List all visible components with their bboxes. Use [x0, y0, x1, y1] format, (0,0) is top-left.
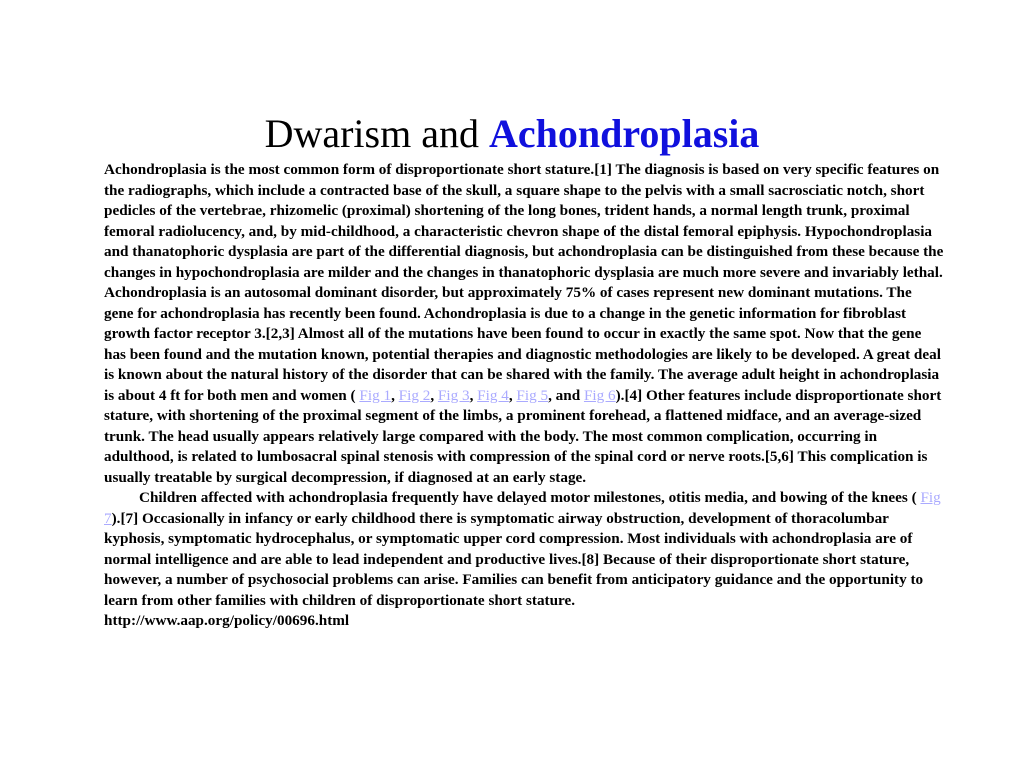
- title-plain: Dwarism and: [264, 111, 489, 156]
- fig-1-link[interactable]: Fig 1: [359, 386, 392, 404]
- paragraph-1-text: Achondroplasia is the most common form of disproportionate short stature.[1] The diagnosis is based on very specific features on the radiographs, which include a contracted base of the skull, a square shape to the pelvis with a small sacrosciatic notch, short pedicles of the vertebrae, rhizomelic (proximal) shortening of the long bones, trident hands, a normal length trunk, proximal femoral radiolucency, and, by mid-childhood, a characteristic chevron shape of the distal femoral epiphysis. Hypochondroplasia and thanatophoric dysplasia are part of the differential diagnosis, but achondroplasia can be distinguished from these because the changes in hypochondroplasia are milder and the changes in thanatophoric dysplasia are much more severe and invariably lethal. Achondroplasia is an autosomal dominant disorder, but approximately 75% of cases represent new dominant mutations. The gene for achondroplasia has recently been found. Achondroplasia is due to a change in the genetic information for fibroblast growth factor receptor 3.[2,3] Almost all of the mutations have been found to occur in exactly the same spot. Now that the gene has been found and the mutation known, potential therapies and diagnostic methodologies are likely to be developed. A great deal is known about the natural history of the disorder that can be shared with the family. The average adult height in achondroplasia is about 4 ft for both men and women (: [104, 161, 944, 404]
- fig-2-link[interactable]: Fig 2: [398, 386, 431, 404]
- source-url: http://www.aap.org/policy/00696.html: [104, 612, 350, 629]
- paragraph-2-text: Children affected with achondroplasia frequently have delayed motor milestones, otitis media, and bowing of the knees (: [139, 489, 921, 506]
- fig-6-link[interactable]: Fig 6: [583, 386, 616, 404]
- title-accent: Achondroplasia: [488, 111, 760, 156]
- body-text: [104, 160, 944, 632]
- separator: ,: [430, 386, 438, 404]
- fig-5-link[interactable]: Fig 5: [516, 386, 549, 404]
- paragraph-2: [104, 488, 944, 611]
- paragraph-1: [104, 160, 944, 488]
- paragraph-1-text-cont: ).[4] Other features include disproportionate short stature, with shortening of the proximal segment of the limbs, a prominent forehead, a flattened midface, and an average-sized trunk. The head usually appears relatively large compared with the body. The most common complication, occurring in adulthood, is related to lumbosacral spinal stenosis with compression of the spinal cord or nerve roots.[5,6] This complication is usually treatable by surgical decompression, if diagnosed at an early stage.: [104, 386, 942, 486]
- fig-7-link[interactable]: Fig 7: [104, 489, 941, 527]
- fig-3-link[interactable]: Fig 3: [437, 386, 470, 404]
- separator: ,: [469, 386, 478, 404]
- paragraph-2-text-cont: ).[7] Occasionally in infancy or early childhood there is symptomatic airway obstruction, development of thoracolumbar kyphosis, symptomatic hydrocephalus, or symptomatic upper cord compression. Most individuals with achondroplasia are of normal intelligence and are able to lead independent and productive lives.[8] Because of their disproportionate short stature, however, a number of psychosocial problems can arise. Families can benefit from anticipatory guidance and the opportunity to learn from other families with children of disproportionate short stature.: [104, 509, 924, 609]
- separator: ,: [508, 386, 517, 404]
- page-title: [0, 110, 1024, 158]
- fig-4-link[interactable]: Fig 4: [477, 386, 509, 404]
- separator: ,: [391, 386, 399, 404]
- separator: , and: [548, 386, 584, 404]
